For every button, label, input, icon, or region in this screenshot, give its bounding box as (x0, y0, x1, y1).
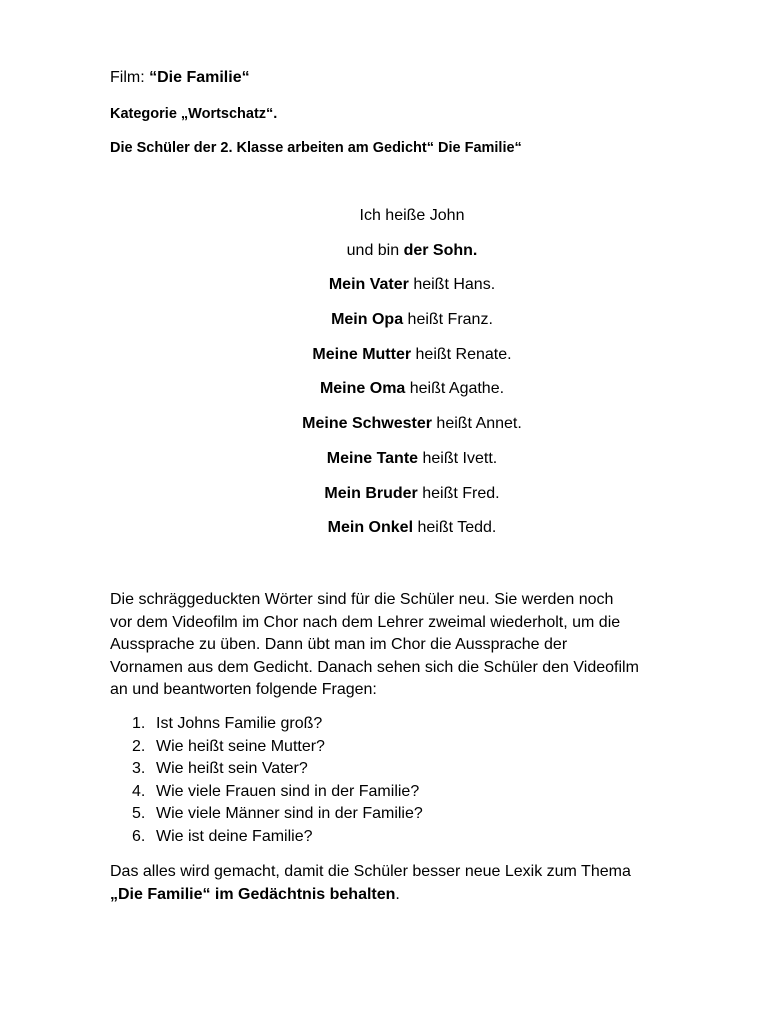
poem-line (0, 484, 768, 519)
list-text: Wie viele Frauen sind in der Familie? (156, 782, 420, 800)
poem-line (0, 310, 768, 345)
list-item (110, 758, 423, 781)
conclusion-line (110, 884, 631, 907)
paragraph-line: Vornamen aus dem Gedicht. Danach sehen sich die Schüler den Videofilm (110, 658, 639, 676)
description-paragraph (110, 589, 730, 702)
paragraph-line: an und beantworten folgende Fragen: (110, 681, 377, 699)
class-line (110, 139, 522, 157)
paragraph-line: Aussprache zu üben. Dann übt man im Chor die Aussprache der (110, 636, 568, 654)
poem-line-bold: der Sohn. (403, 241, 478, 259)
list-text: Wie viele Männer sind in der Familie? (156, 805, 423, 823)
poem-line (0, 449, 768, 484)
conclusion-line: Das alles wird gemacht, damit die Schüler besser neue Lexik zum Thema (110, 863, 631, 880)
list-item (110, 826, 423, 849)
list-number: 4. (132, 782, 146, 800)
poem-line (0, 275, 768, 310)
poem-line-rest: heißt Fred. (417, 484, 500, 502)
poem-line (0, 518, 768, 553)
film-title: “Die Familie“ (149, 69, 250, 86)
list-item (110, 736, 423, 759)
paragraph-line: vor dem Videofilm im Chor nach dem Lehrer zweimal wiederholt, um die (110, 613, 621, 631)
list-item (110, 713, 423, 736)
poem-line-bold: Meine Oma (319, 380, 406, 398)
poem-line-bold: Mein Vater (328, 276, 409, 294)
conclusion-paragraph (110, 861, 631, 906)
poem-line-bold: Mein Onkel (327, 519, 414, 537)
question-list (110, 713, 423, 849)
class-poem-title: Die Familie“ (438, 140, 522, 156)
list-item (110, 781, 423, 804)
poem-line-bold: Mein Bruder (324, 484, 418, 502)
conclusion-bold: „Die Familie“ im Gedächtnis behalten (110, 885, 396, 903)
category-label: Kategorie (110, 106, 181, 122)
poem-line-rest: heißt Hans. (408, 276, 496, 294)
poem-line-prefix: und bin (346, 241, 404, 259)
poem-line-bold: Meine Schwester (302, 415, 432, 433)
list-text: Wie heißt seine Mutter? (156, 737, 325, 755)
poem-line (0, 379, 768, 414)
poem-line (0, 241, 768, 276)
list-item (110, 803, 423, 826)
poem-line-bold: Meine Mutter (312, 345, 412, 363)
paragraph-line: Die schräggeduckten Wörter sind für die Schüler neu. Sie werden noch (110, 591, 614, 608)
poem-line-rest: heißt Ivett. (418, 449, 498, 467)
poem-line-rest: heißt Franz. (403, 311, 493, 329)
poem-line-rest: heißt Renate. (411, 345, 512, 363)
poem-line (0, 414, 768, 449)
poem-line-text: Ich heiße John (359, 207, 465, 224)
list-text: Ist Johns Familie groß? (156, 715, 323, 732)
poem-line-bold: Mein Opa (331, 311, 404, 329)
class-text: Die Schüler der 2. Klasse arbeiten am Gedicht“ (110, 140, 438, 156)
film-heading (110, 68, 250, 88)
list-number: 6. (132, 827, 146, 845)
poem-line (0, 206, 768, 241)
film-label: Film: (110, 69, 150, 86)
category-value: „Wortschatz“. (180, 106, 278, 122)
poem-line-bold: Meine Tante (326, 449, 419, 467)
poem (0, 206, 768, 553)
list-text: Wie heißt sein Vater? (156, 760, 308, 778)
poem-line-rest: heißt Agathe. (405, 380, 505, 398)
list-number: 3. (132, 760, 146, 778)
category-line (110, 105, 277, 123)
list-number: 5. (132, 805, 146, 823)
list-number: 2. (132, 737, 146, 755)
poem-line-rest: heißt Annet. (431, 415, 522, 433)
poem-line (0, 345, 768, 380)
poem-line-rest: heißt Tedd. (413, 519, 497, 537)
conclusion-end: . (395, 885, 400, 903)
list-text: Wie ist deine Familie? (156, 827, 313, 845)
list-number: 1. (132, 715, 146, 732)
